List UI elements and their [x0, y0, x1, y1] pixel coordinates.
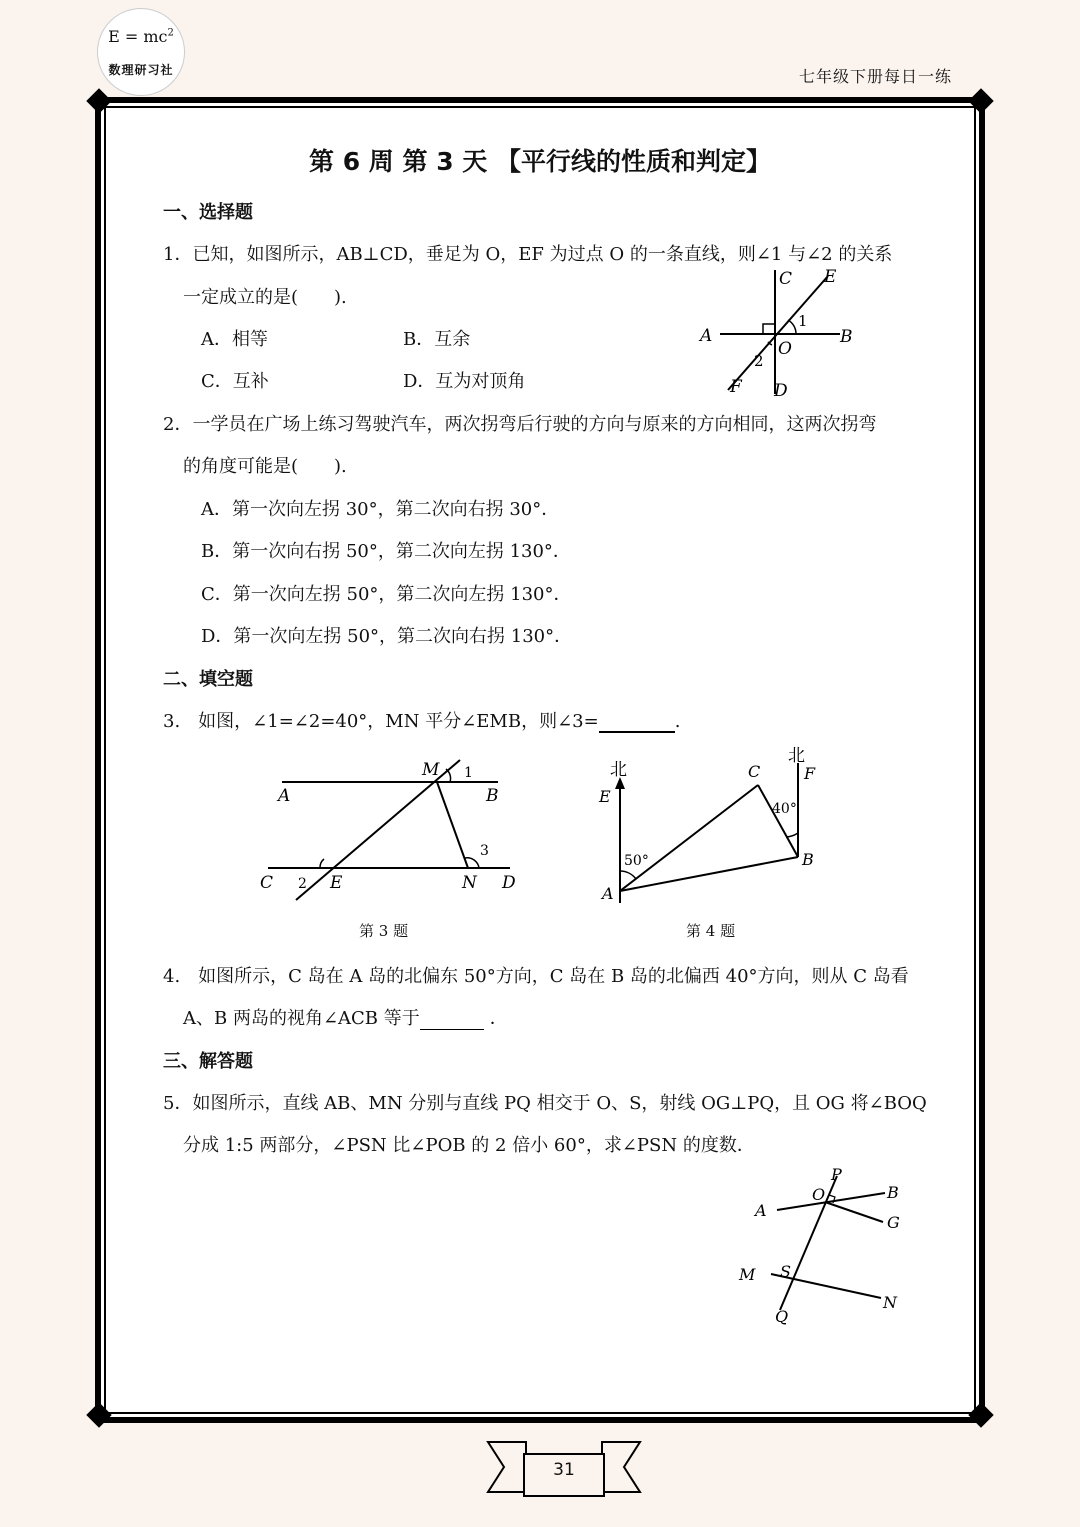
q4-figure [590, 745, 830, 910]
q2-option-c: C．第一次向左拐 50°，第二次向左拐 130°． [201, 584, 572, 605]
label-d: D [774, 381, 788, 401]
label-b: B [486, 786, 499, 806]
label-c: C [260, 873, 274, 893]
label-n: N [883, 1293, 897, 1312]
label-s: S [780, 1262, 791, 1281]
right-angle-mark [763, 324, 775, 334]
angle40-arc [786, 833, 798, 837]
q1-option-d: D．互为对顶角 [403, 371, 526, 392]
label-north-b: 北 [788, 746, 805, 766]
q3-stem-end: . [674, 711, 681, 732]
q4-stem-end: ． [489, 1008, 508, 1029]
q5-figure [735, 1160, 915, 1330]
q4-stem-line2 [183, 1004, 508, 1030]
label-f: F [804, 764, 816, 783]
segment-mn [437, 782, 468, 868]
label-angle3: 3 [480, 843, 489, 859]
label-p: P [831, 1165, 842, 1184]
label-a: A [700, 326, 713, 346]
section-heading-choice: 一、选择题 [163, 202, 253, 223]
label-d: D [502, 873, 516, 893]
label-q: Q [775, 1307, 789, 1326]
label-g: G [887, 1213, 900, 1232]
label-m: M [422, 760, 440, 780]
logo-org-name: 数理研习社 [108, 63, 174, 77]
q3-stem-text: 3. 如图，∠1=∠2=40°，MN 平分∠EMB，则∠3= [163, 711, 599, 732]
book-title: 七年级下册每日一练 [798, 67, 952, 86]
section-heading-answer: 三、解答题 [163, 1051, 253, 1072]
angle1-arc [788, 320, 796, 334]
logo-formula: $E = mc^2$ [108, 27, 174, 46]
q3-figure [250, 755, 530, 910]
ribbon-left-tail [488, 1442, 526, 1492]
q4-stem-line1: 4. 如图所示，C 岛在 A 岛的北偏东 50°方向，C 岛在 B 岛的北偏西 40°方向，则从 C 岛看 [163, 966, 909, 987]
page-title: 第 6 周 第 3 天 【平行线的性质和判定】 [308, 147, 771, 176]
label-angle2: 2 [298, 876, 307, 892]
label-angle1: 1 [464, 765, 473, 781]
section-heading-fill-blank: 二、填空题 [163, 669, 253, 690]
label-angle50: 50° [624, 853, 649, 869]
segment-cb [758, 785, 798, 857]
label-b: B [840, 327, 853, 347]
label-a: A [602, 884, 614, 903]
q2-option-b: B．第一次向右拐 50°，第二次向左拐 130°． [201, 541, 571, 562]
label-angle1: 1 [798, 312, 808, 330]
q3-answer-blank [599, 711, 675, 733]
label-angle2: 2 [754, 352, 764, 370]
page-number: 31 [553, 1460, 575, 1480]
line-pq [780, 1176, 837, 1310]
label-e: E [599, 787, 611, 806]
label-n: N [462, 873, 477, 893]
label-north-a: 北 [610, 760, 627, 780]
label-angle40: 40° [772, 801, 797, 817]
label-f: F [730, 377, 742, 397]
q5-stem-line2: 分成 1:5 两部分，∠PSN 比∠POB 的 2 倍小 60°，求∠PSN 的度数． [183, 1135, 755, 1156]
segment-ac [620, 785, 758, 891]
q2-option-d: D．第一次向左拐 50°，第二次向右拐 130°． [201, 626, 573, 647]
q5-stem-line1: 5．如图所示，直线 AB、MN 分别与直线 PQ 相交于 O、S，射线 OG⊥PQ，且 OG 将∠BOQ [163, 1093, 927, 1114]
label-o: O [812, 1185, 826, 1204]
logo [97, 8, 185, 96]
label-o: O [778, 339, 792, 359]
ribbon-right-tail [602, 1442, 640, 1492]
angle2-arc [320, 859, 324, 868]
label-m: M [739, 1265, 756, 1284]
label-b: B [887, 1183, 899, 1202]
label-e: E [824, 267, 837, 287]
q4-stem-text: A、B 两岛的视角∠ACB 等于 [183, 1008, 420, 1029]
q1-figure [690, 262, 870, 402]
angle50-arc [620, 871, 636, 879]
q1-stem-line1: 1．已知，如图所示，AB⊥CD，垂足为 O，EF 为过点 O 的一条直线，则∠1 与∠2 的关系 [163, 244, 893, 265]
label-b: B [802, 850, 814, 869]
ray-og [825, 1202, 883, 1222]
label-c: C [779, 269, 793, 289]
q3-figure-caption: 第 3 题 [359, 922, 409, 940]
label-e: E [330, 873, 343, 893]
q1-option-a: A．相等 [201, 329, 268, 350]
q2-option-a: A．第一次向左拐 30°，第二次向右拐 30°． [201, 499, 560, 520]
q1-option-b: B．互余 [403, 329, 471, 350]
q2-stem-line2: 的角度可能是( ). [183, 456, 347, 477]
q3-stem [163, 707, 680, 733]
q2-stem-line1: 2．一学员在广场上练习驾驶汽车，两次拐弯后行驶的方向与原来的方向相同，这两次拐弯 [163, 414, 877, 435]
label-c: C [748, 762, 761, 781]
q1-option-c: C．互补 [201, 371, 269, 392]
label-a: A [278, 786, 291, 806]
label-a: A [755, 1201, 767, 1220]
q1-stem-line2: 一定成立的是( ). [183, 287, 347, 308]
q4-answer-blank [420, 1009, 484, 1030]
q4-figure-caption: 第 4 题 [686, 922, 736, 940]
